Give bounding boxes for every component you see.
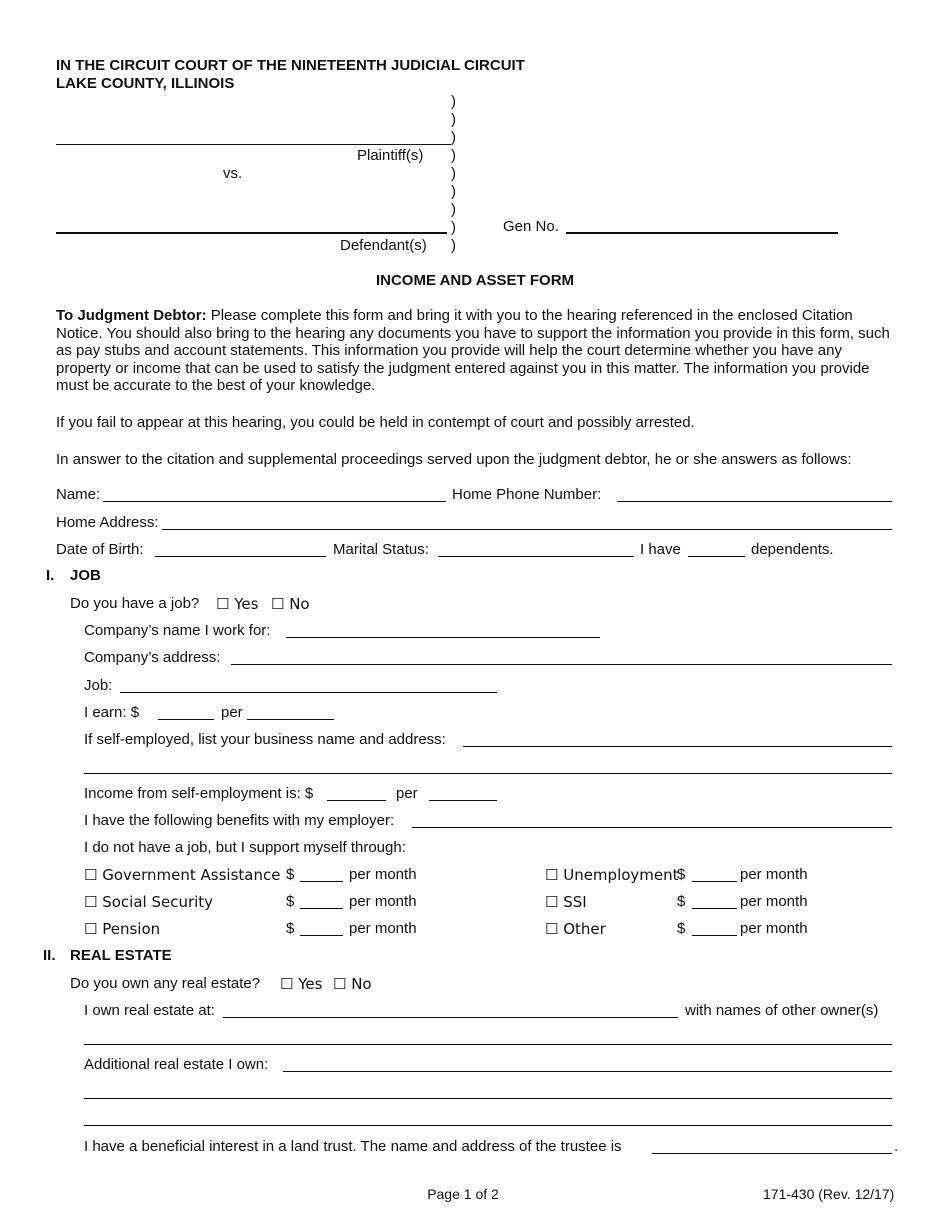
answer-text: In answer to the citation and supplemental proceedings served upon the judgment debtor, he or she answers as follows:: [56, 451, 852, 468]
home-phone-field[interactable]: [617, 501, 892, 502]
per-month-label: per month: [740, 866, 808, 883]
earn-amount-field[interactable]: [158, 719, 214, 720]
ssi-checkbox[interactable]: ☐ SSI: [545, 893, 587, 911]
job-label: Job:: [84, 677, 113, 694]
per-month-label: per month: [349, 920, 417, 937]
dollar-sign: $: [677, 893, 686, 910]
plaintiff-line[interactable]: [56, 144, 451, 145]
name-field[interactable]: [103, 501, 446, 502]
additional-field-3[interactable]: [84, 1125, 892, 1126]
job-no-checkbox[interactable]: ☐ No: [271, 595, 310, 613]
intro-lead: To Judgment Debtor:: [56, 307, 207, 324]
name-label: Name:: [56, 486, 101, 503]
warning-text: If you fail to appear at this hearing, you could be held in contempt of court and possibly arrested.: [56, 414, 695, 431]
social-security-amount[interactable]: [300, 908, 343, 909]
dollar-sign: $: [677, 866, 686, 883]
paren: ): [451, 111, 456, 128]
unemployment-amount[interactable]: [692, 881, 737, 882]
gov-assistance-amount[interactable]: [300, 881, 343, 882]
intro-paragraph: [56, 307, 896, 395]
dollar-sign: $: [286, 893, 295, 910]
home-phone-label: Home Phone Number:: [452, 486, 602, 503]
paren: ): [451, 237, 456, 254]
gen-no-label: Gen No.: [503, 218, 559, 235]
marital-label: Marital Status:: [333, 541, 429, 558]
self-employed-field-2[interactable]: [84, 773, 892, 774]
defendant-line[interactable]: [56, 232, 447, 234]
per-month-label: per month: [349, 893, 417, 910]
form-title: INCOME AND ASSET FORM: [375, 272, 575, 289]
company-name-field[interactable]: [286, 637, 600, 638]
paren: ): [451, 201, 456, 218]
per-month-label: per month: [740, 893, 808, 910]
land-trust-label: I have a beneficial interest in a land trust. The name and address of the trustee is: [84, 1138, 622, 1155]
own-at-field[interactable]: [223, 1017, 678, 1018]
other-owners-field[interactable]: [84, 1044, 892, 1045]
court-county: LAKE COUNTY, ILLINOIS: [56, 75, 235, 92]
dob-field[interactable]: [155, 556, 326, 557]
marital-field[interactable]: [438, 556, 634, 557]
job-field[interactable]: [120, 692, 497, 693]
earn-label: I earn: $: [84, 704, 140, 721]
gen-no-line[interactable]: [566, 232, 838, 234]
pension-checkbox[interactable]: ☐ Pension: [84, 920, 161, 938]
dependents-label: dependents.: [751, 541, 834, 558]
social-security-checkbox[interactable]: ☐ Social Security: [84, 893, 214, 911]
form-number: 171-430 (Rev. 12/17): [763, 1186, 895, 1202]
job-yes-checkbox[interactable]: ☐ Yes: [216, 595, 259, 613]
no-job-label: I do not have a job, but I support myself through:: [84, 839, 406, 856]
benefits-label: I have the following benefits with my employer:: [84, 812, 395, 829]
self-income-per-label: per: [396, 785, 418, 802]
own-at-label: I own real estate at:: [84, 1002, 215, 1019]
additional-label: Additional real estate I own:: [84, 1056, 269, 1073]
company-name-label: Company’s name I work for:: [84, 622, 271, 639]
other-amount[interactable]: [692, 935, 737, 936]
paren: ): [451, 93, 456, 110]
period: .: [894, 1138, 899, 1155]
self-income-label: Income from self-employment is: $: [84, 785, 314, 802]
plaintiff-label: Plaintiff(s): [357, 147, 424, 164]
earn-per-label: per: [221, 704, 243, 721]
per-month-label: per month: [349, 866, 417, 883]
pension-amount[interactable]: [300, 935, 343, 936]
trustee-field[interactable]: [652, 1153, 892, 1154]
per-month-label: per month: [740, 920, 808, 937]
paren: ): [451, 129, 456, 146]
section-number: II.: [43, 947, 56, 964]
dependents-field[interactable]: [688, 556, 745, 557]
paren: ): [451, 165, 456, 182]
vs-label: vs.: [223, 165, 243, 182]
self-employed-field[interactable]: [463, 746, 892, 747]
additional-field[interactable]: [283, 1071, 892, 1072]
home-address-label: Home Address:: [56, 514, 159, 531]
self-income-period-field[interactable]: [429, 800, 497, 801]
page-number: Page 1 of 2: [427, 1186, 499, 1202]
company-address-field[interactable]: [231, 664, 892, 665]
i-have-label: I have: [640, 541, 681, 558]
real-estate-yes-checkbox[interactable]: ☐ Yes: [280, 975, 323, 993]
additional-field-2[interactable]: [84, 1098, 892, 1099]
real-estate-no-checkbox[interactable]: ☐ No: [333, 975, 372, 993]
court-name: IN THE CIRCUIT COURT OF THE NINETEENTH JUDICIAL CIRCUIT: [56, 57, 525, 74]
ssi-amount[interactable]: [692, 908, 737, 909]
benefits-field[interactable]: [412, 827, 892, 828]
section-heading-real-estate: REAL ESTATE: [70, 947, 172, 964]
paren: ): [451, 219, 456, 236]
self-income-amount-field[interactable]: [327, 800, 386, 801]
real-estate-question: Do you own any real estate?: [70, 975, 261, 992]
dob-label: Date of Birth:: [56, 541, 144, 558]
self-employed-label: If self-employed, list your business name and address:: [84, 731, 446, 748]
paren: ): [451, 183, 456, 200]
other-owners-label: with names of other owner(s): [685, 1002, 879, 1019]
other-checkbox[interactable]: ☐ Other: [545, 920, 606, 938]
intro-text: Please complete this form and bring it with you to the hearing referenced in the enclosed Citation Notice. You should also bring to the hearing any documents you have to support the information you provide in this form, such as pay stubs and account statements. This information you provide will help the court determine whether you have any property or income that can be used to satisfy the judgment entered against you in this matter. The information you provide must be accurate to the best of your knowledge.: [56, 307, 890, 394]
dollar-sign: $: [286, 920, 295, 937]
paren: ): [451, 147, 456, 164]
section-number: I.: [46, 567, 55, 584]
job-question: Do you have a job?: [70, 595, 200, 612]
home-address-field[interactable]: [162, 529, 892, 530]
company-address-label: Company’s address:: [84, 649, 221, 666]
dollar-sign: $: [286, 866, 295, 883]
defendant-label: Defendant(s): [340, 237, 427, 254]
section-heading-job: JOB: [70, 567, 101, 584]
unemployment-checkbox[interactable]: ☐ Unemployment: [545, 866, 679, 884]
dollar-sign: $: [677, 920, 686, 937]
earn-period-field[interactable]: [247, 719, 334, 720]
gov-assistance-checkbox[interactable]: ☐ Government Assistance: [84, 866, 281, 884]
